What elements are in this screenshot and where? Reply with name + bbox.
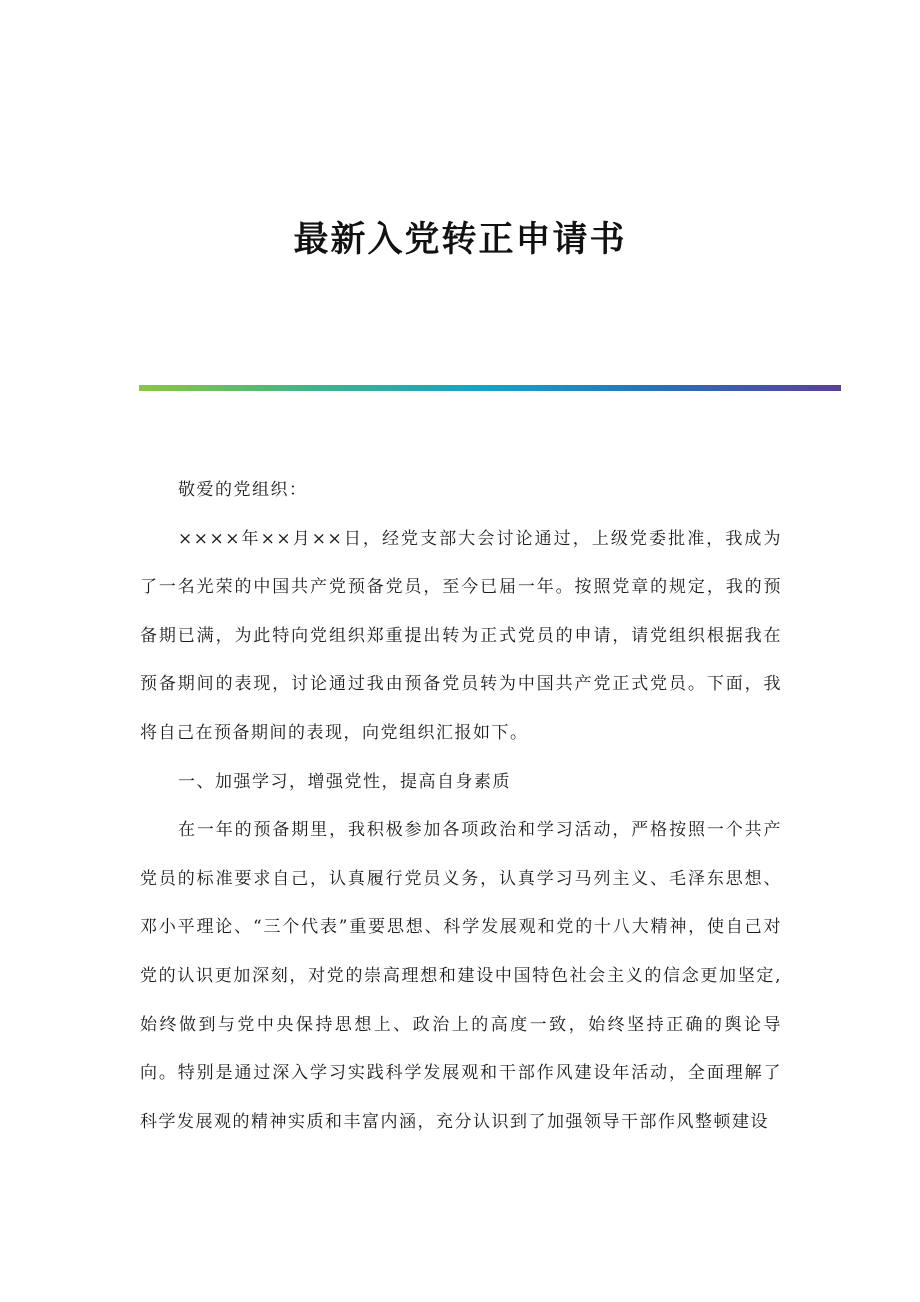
salutation: 敬爱的党组织： <box>178 480 308 500</box>
section-heading: 一、加强学习，增强党性，提高自身素质 <box>178 771 511 792</box>
document-title: 最新入党转正申请书 <box>293 219 627 260</box>
document-body <box>140 466 782 1146</box>
title-divider <box>139 385 841 391</box>
body-paragraph-intro: ××××年××月××日，经党支部大会讨论通过，上级党委批准，我成为了一名光荣的中国共产党预备党员，至今已届一年。按照党章的规定，我的预备期已满，为此特向党组织郑重提出转为正式党员的申请，请党组织根据我在预备期间的表现，讨论通过我由预备党员转为中国共产党正式党员。下面，我将自己在预备期间的表现，向党组织汇报如下。 <box>140 528 782 743</box>
body-paragraph-study: 在一年的预备期里，我积极参加各项政治和学习活动，严格按照一个共产党员的标准要求自己，认真履行党员义务，认真学习马列主义、毛泽东思想、邓小平理论、“三个代表”重要思想、科学发展观和党的十八大精神，使自己对党的认识更加深刻，对党的崇高理想和建设中国特色社会主义的信念更加坚定,始终做到与党中央保持思想上、政治上的高度一致，始终坚持正确的舆论导向。特别是通过深入学习实践科学发展观和干部作风建设年活动，全面理解了科学发展观的精神实质和丰富内涵，充分认识到了加强领导干部作风整顿建设 <box>140 820 782 1132</box>
